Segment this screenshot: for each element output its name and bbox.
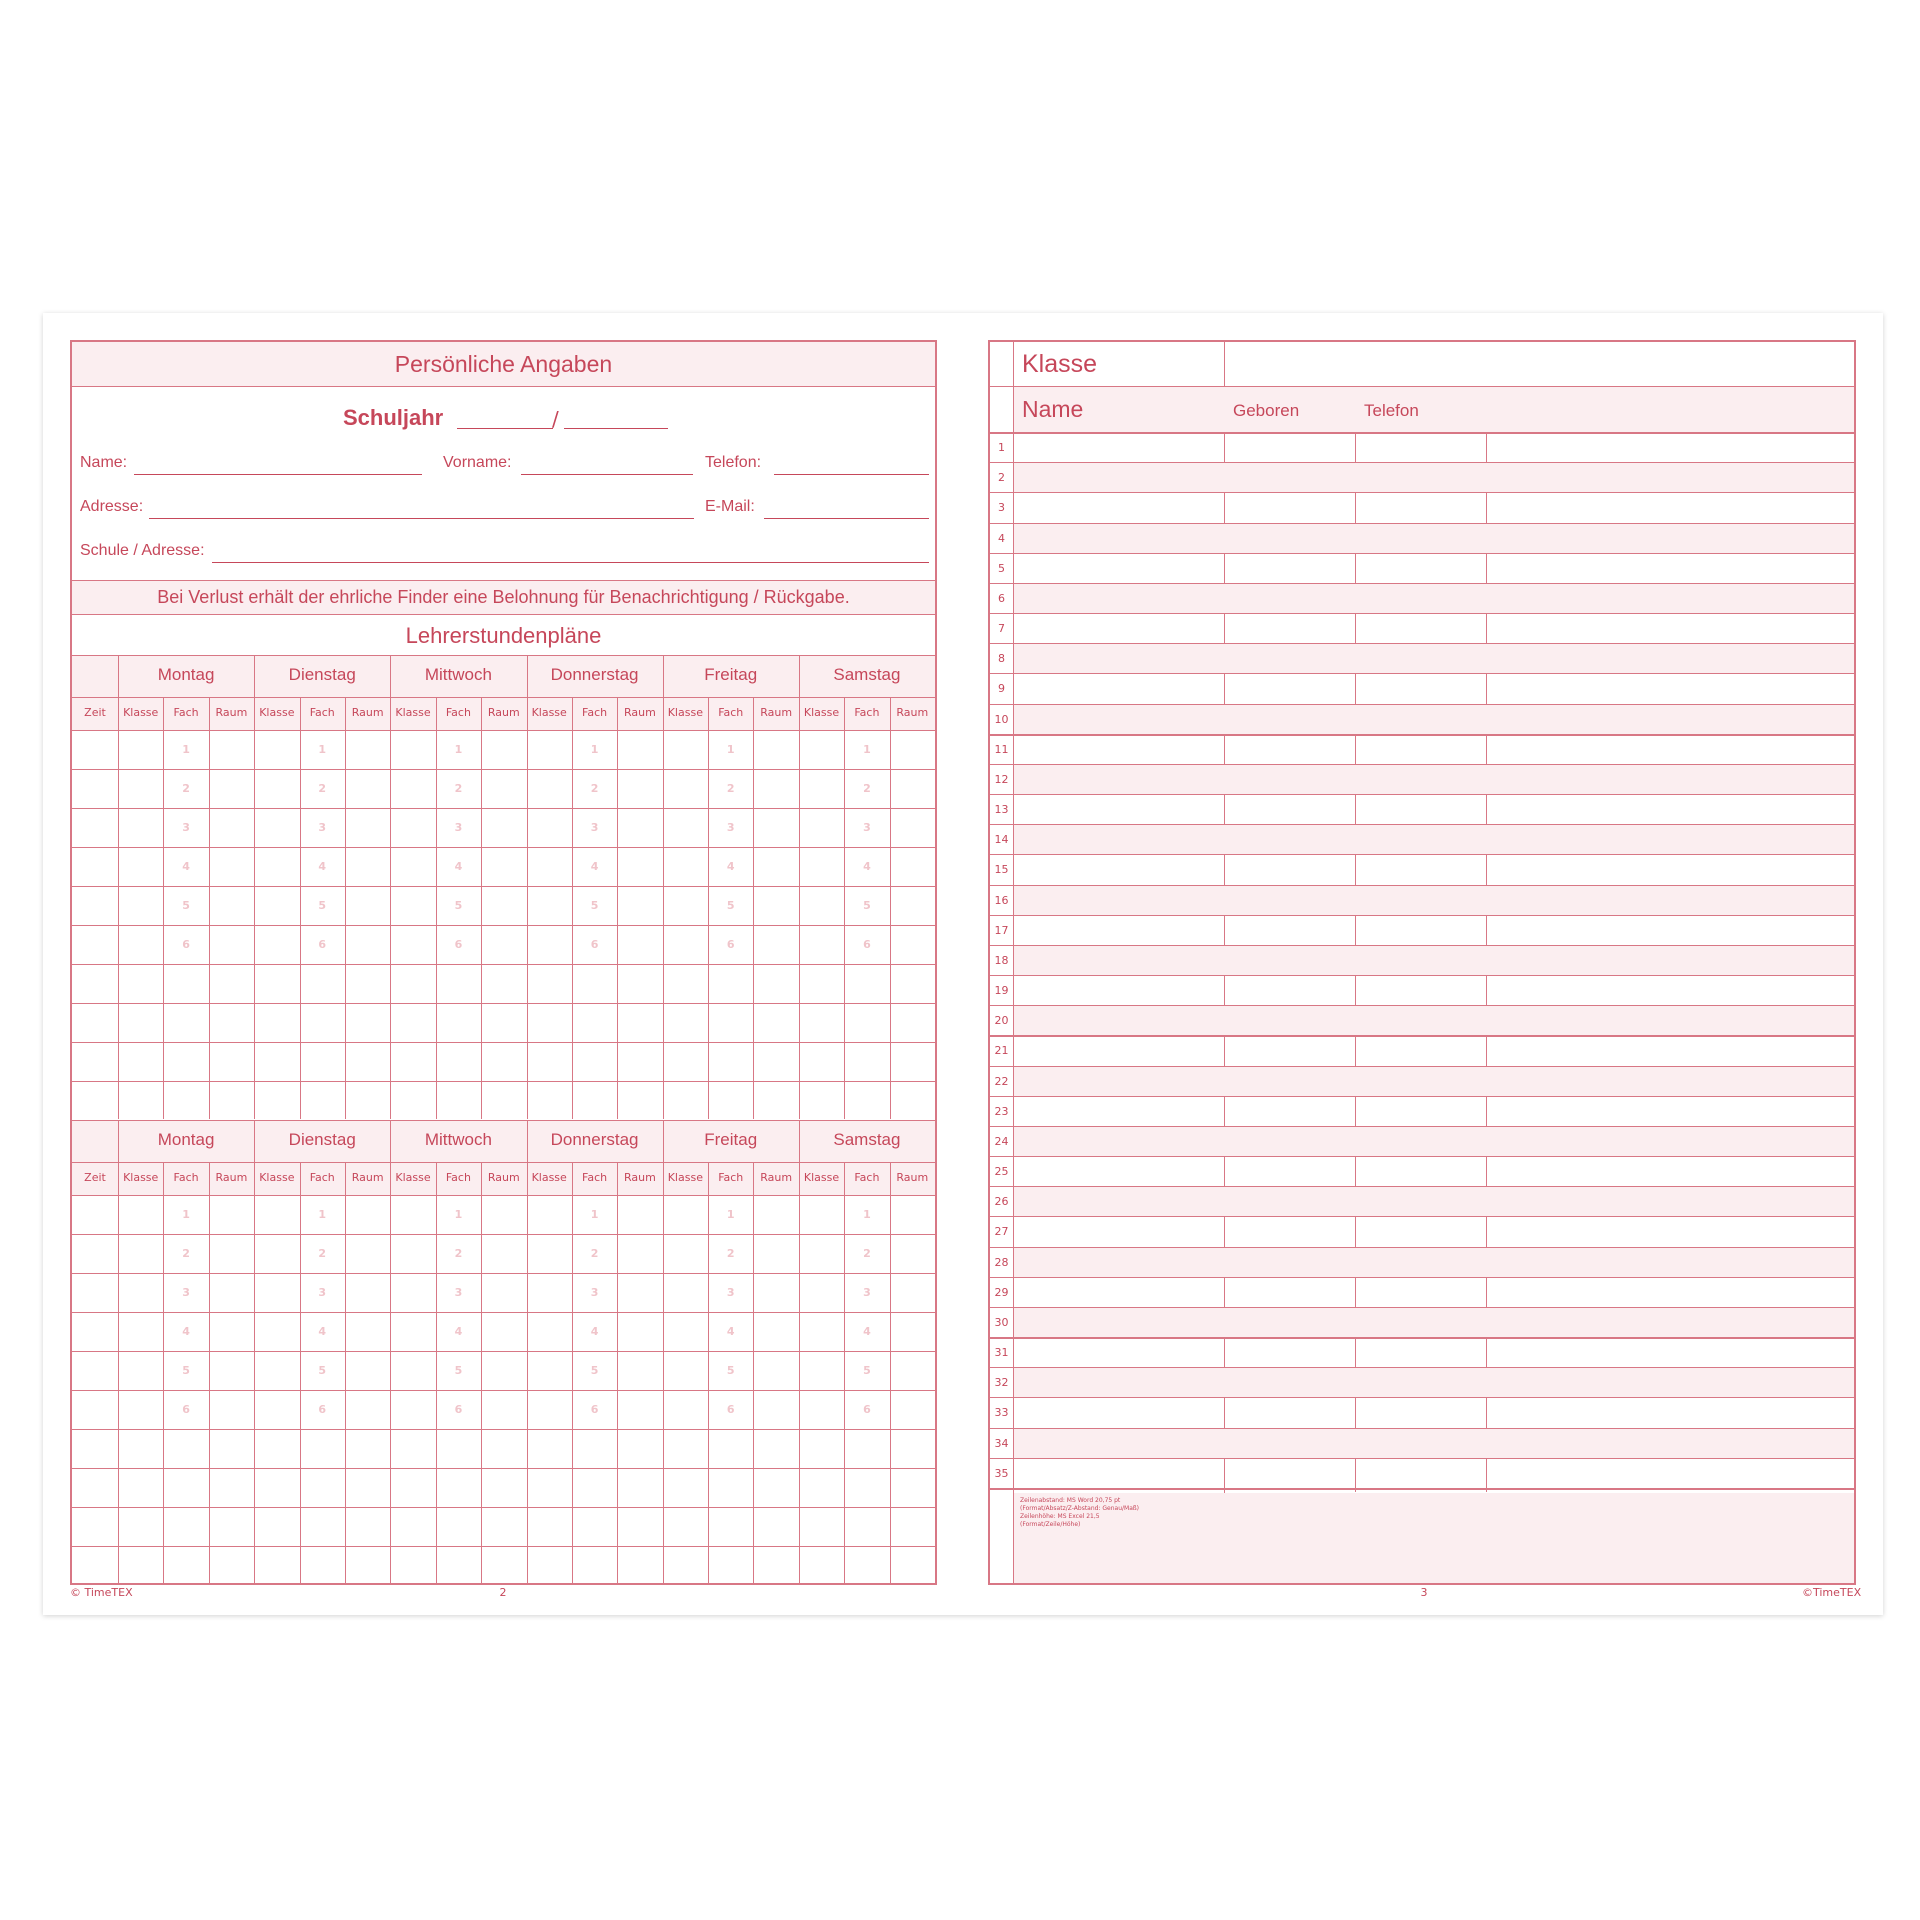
time-header: Zeit — [84, 706, 106, 719]
period-number: 2 — [318, 1247, 327, 1260]
period-number: 6 — [726, 938, 735, 951]
row-number: 22 — [994, 1074, 1009, 1088]
period-number: 4 — [454, 860, 463, 873]
period-number: 5 — [726, 899, 735, 912]
period-number: 2 — [726, 782, 735, 795]
student-row[interactable] — [1014, 1337, 1854, 1367]
school-year-start-field[interactable] — [457, 428, 553, 429]
timetable-block — [72, 1120, 935, 1584]
notes-band — [1014, 1493, 1854, 1583]
period-number: 1 — [454, 1208, 463, 1221]
subcol-header: Fach — [582, 1171, 608, 1184]
subcol-header: Raum — [215, 706, 248, 719]
period-number: 5 — [863, 1364, 871, 1377]
row-number: 5 — [998, 561, 1005, 575]
day-header: Dienstag — [288, 1130, 356, 1149]
subcol-header: Fach — [309, 706, 335, 719]
period-number: 1 — [726, 743, 735, 756]
day-header: Samstag — [833, 1130, 901, 1149]
row-number: 26 — [994, 1195, 1009, 1209]
student-row[interactable] — [1014, 492, 1854, 522]
period-number: 6 — [454, 1403, 463, 1416]
subcol-header: Klasse — [803, 1171, 840, 1184]
name-label: Name: — [80, 454, 128, 471]
row-number: 23 — [994, 1104, 1009, 1118]
period-number: 1 — [590, 743, 599, 756]
period-number: 2 — [863, 782, 871, 795]
period-number: 4 — [454, 1325, 463, 1338]
row-number: 29 — [994, 1285, 1009, 1299]
open-planner-spread — [43, 313, 1883, 1615]
student-row[interactable] — [1014, 523, 1854, 553]
period-number: 1 — [726, 1208, 735, 1221]
period-number: 1 — [454, 743, 463, 756]
subcol-header: Raum — [896, 706, 929, 719]
row-number: 35 — [994, 1466, 1009, 1480]
row-number: 11 — [994, 742, 1009, 756]
student-row[interactable] — [1014, 794, 1854, 824]
student-row[interactable] — [1014, 764, 1854, 794]
period-number: 6 — [863, 1403, 871, 1416]
subcol-header: Klasse — [123, 1171, 159, 1184]
period-number: 3 — [590, 821, 599, 834]
period-number: 5 — [182, 899, 190, 912]
page-title: Persönliche Angaben — [394, 351, 613, 377]
timetable-block — [72, 655, 935, 1119]
telefon-field[interactable] — [774, 474, 929, 475]
student-row[interactable] — [1014, 643, 1854, 673]
row-number: 17 — [994, 923, 1009, 937]
day-header: Mittwoch — [424, 665, 492, 684]
vorname-field[interactable] — [521, 474, 693, 475]
day-header: Freitag — [704, 1130, 758, 1149]
subcol-header: Fach — [309, 1171, 335, 1184]
period-number: 6 — [318, 1403, 327, 1416]
subcol-header: Klasse — [531, 1171, 567, 1184]
subcol-header: Fach — [445, 1171, 471, 1184]
day-header: Montag — [157, 665, 215, 684]
period-number: 6 — [454, 938, 463, 951]
period-number: 5 — [318, 899, 327, 912]
period-number: 1 — [863, 1208, 871, 1221]
row-number: 8 — [998, 652, 1005, 666]
subcol-header: Klasse — [123, 706, 159, 719]
period-number: 5 — [726, 1364, 735, 1377]
subcol-header: Raum — [487, 1171, 520, 1184]
day-header: Dienstag — [288, 665, 356, 684]
student-row[interactable] — [1014, 854, 1854, 884]
subcol-header: Klasse — [395, 1171, 431, 1184]
day-header: Mittwoch — [424, 1130, 492, 1149]
student-row[interactable] — [1014, 1156, 1854, 1186]
day-header: Donnerstag — [550, 665, 639, 684]
student-row[interactable] — [1014, 462, 1854, 492]
email-label: E-Mail: — [705, 498, 755, 515]
row-number: 12 — [994, 772, 1009, 786]
school-year-end-field[interactable] — [564, 428, 668, 429]
period-number: 2 — [182, 782, 190, 795]
student-row[interactable] — [1014, 1277, 1854, 1307]
row-number: 7 — [998, 622, 1005, 636]
schule-field[interactable] — [212, 562, 929, 563]
student-row[interactable] — [1014, 583, 1854, 613]
school-year-separator: / — [552, 407, 559, 431]
left-page-frame — [70, 340, 937, 1599]
layout-note-1: Zeilenabstand: MS Word 20,75 pt — [1020, 1497, 1121, 1504]
period-number: 1 — [182, 1208, 190, 1221]
subcol-header: Klasse — [531, 706, 567, 719]
header-telefon: Telefon — [1364, 401, 1419, 420]
row-number: 25 — [994, 1165, 1009, 1179]
day-header: Montag — [157, 1130, 215, 1149]
period-number: 5 — [863, 899, 871, 912]
row-number: 30 — [994, 1315, 1009, 1329]
row-number: 32 — [994, 1376, 1009, 1390]
period-number: 2 — [318, 782, 327, 795]
row-number: 34 — [994, 1436, 1009, 1450]
subcol-header: Fach — [173, 706, 199, 719]
student-row[interactable] — [1014, 945, 1854, 975]
student-row[interactable] — [1014, 734, 1854, 764]
vorname-label: Vorname: — [443, 454, 512, 471]
subcol-header: Raum — [624, 706, 656, 719]
row-number: 9 — [998, 682, 1005, 696]
row-number: 16 — [994, 893, 1009, 907]
footer-brand-right: ©TimeTEX — [1802, 1586, 1862, 1599]
period-number: 6 — [318, 938, 327, 951]
period-number: 6 — [590, 938, 599, 951]
row-number: 6 — [998, 591, 1005, 605]
subcol-header: Fach — [718, 1171, 744, 1184]
period-number: 3 — [726, 821, 735, 834]
layout-note-3: Zeilenhöhe: MS Excel 21,5 — [1020, 1513, 1100, 1520]
layout-note-4: (Format/Zeile/Höhe) — [1020, 1521, 1081, 1528]
period-number: 4 — [318, 860, 327, 873]
page-number-right: 3 — [1420, 1586, 1428, 1599]
subcol-header: Raum — [624, 1171, 656, 1184]
period-number: 5 — [590, 899, 599, 912]
student-row[interactable] — [1014, 1096, 1854, 1126]
period-number: 6 — [726, 1403, 735, 1416]
period-number: 2 — [863, 1247, 871, 1260]
period-number: 5 — [454, 1364, 463, 1377]
period-number: 4 — [182, 860, 190, 873]
subcol-header: Raum — [487, 706, 520, 719]
student-row[interactable] — [1014, 613, 1854, 643]
period-number: 3 — [318, 821, 327, 834]
period-number: 3 — [863, 1286, 871, 1299]
row-number: 13 — [994, 803, 1009, 817]
period-number: 3 — [182, 1286, 190, 1299]
student-row[interactable] — [1014, 432, 1854, 462]
class-label: Klasse — [1022, 350, 1098, 378]
period-number: 6 — [182, 938, 190, 951]
period-number: 1 — [318, 743, 327, 756]
subcol-header: Raum — [351, 706, 384, 719]
row-number: 2 — [998, 471, 1005, 485]
school-year-label: Schuljahr — [343, 405, 444, 430]
row-number: 14 — [994, 833, 1009, 847]
adresse-field[interactable] — [149, 518, 694, 519]
student-row[interactable] — [1014, 975, 1854, 1005]
layout-note-2: (Format/Absatz/Z-Abstand: Genau/Maß) — [1020, 1505, 1140, 1512]
student-row[interactable] — [1014, 1367, 1854, 1397]
period-number: 2 — [182, 1247, 190, 1260]
student-row[interactable] — [1014, 1005, 1854, 1035]
student-row[interactable] — [1014, 553, 1854, 583]
row-number: 1 — [998, 441, 1005, 454]
row-number: 15 — [994, 863, 1009, 877]
row-number: 33 — [994, 1406, 1009, 1420]
footer-brand-left: © TimeTEX — [70, 1586, 133, 1599]
period-number: 1 — [590, 1208, 599, 1221]
subcol-header: Raum — [896, 1171, 929, 1184]
subcol-header: Klasse — [667, 706, 703, 719]
period-number: 3 — [318, 1286, 327, 1299]
row-number: 20 — [994, 1014, 1009, 1028]
header-name: Name — [1022, 396, 1084, 422]
name-field[interactable] — [134, 474, 422, 475]
subcol-header: Raum — [215, 1171, 248, 1184]
student-row[interactable] — [1014, 1397, 1854, 1427]
period-number: 5 — [454, 899, 463, 912]
timetable-title: Lehrerstundenpläne — [405, 623, 602, 648]
header-geboren: Geboren — [1233, 401, 1300, 420]
period-number: 4 — [590, 1325, 599, 1338]
period-number: 2 — [726, 1247, 735, 1260]
subcol-header: Fach — [173, 1171, 199, 1184]
right-page-frame — [988, 340, 1862, 1599]
subcol-header: Raum — [760, 706, 793, 719]
period-number: 2 — [590, 1247, 599, 1260]
subcol-header: Klasse — [259, 1171, 295, 1184]
subcol-header: Klasse — [667, 1171, 703, 1184]
period-number: 6 — [863, 938, 871, 951]
period-number: 6 — [182, 1403, 190, 1416]
period-number: 3 — [726, 1286, 735, 1299]
adresse-label: Adresse: — [80, 498, 144, 515]
period-number: 3 — [182, 821, 190, 834]
time-header: Zeit — [84, 1171, 106, 1184]
period-number: 4 — [863, 860, 871, 873]
period-number: 1 — [182, 743, 190, 756]
subcol-header: Fach — [854, 706, 880, 719]
period-number: 3 — [454, 1286, 463, 1299]
student-row[interactable] — [1014, 1066, 1854, 1096]
period-number: 1 — [863, 743, 871, 756]
reward-notice: Bei Verlust erhält der ehrliche Finder eine Belohnung für Benachrichtigung / Rückgabe. — [157, 587, 850, 607]
subcol-header: Raum — [351, 1171, 384, 1184]
row-number: 31 — [994, 1346, 1009, 1360]
subcol-header: Fach — [854, 1171, 880, 1184]
period-number: 5 — [590, 1364, 599, 1377]
period-number: 4 — [726, 1325, 735, 1338]
row-number: 21 — [994, 1044, 1009, 1058]
day-header: Freitag — [704, 665, 758, 684]
period-number: 2 — [590, 782, 599, 795]
row-number: 19 — [994, 984, 1009, 998]
period-number: 3 — [863, 821, 871, 834]
subcol-header: Fach — [582, 706, 608, 719]
subcol-header: Fach — [445, 706, 471, 719]
period-number: 4 — [726, 860, 735, 873]
student-row[interactable] — [1014, 1247, 1854, 1277]
student-row[interactable] — [1014, 1307, 1854, 1337]
class-name-field[interactable] — [1226, 342, 1854, 386]
day-header: Donnerstag — [550, 1130, 639, 1149]
subcol-header: Fach — [718, 706, 744, 719]
telefon-label: Telefon: — [705, 454, 762, 471]
student-row[interactable] — [1014, 1035, 1854, 1065]
period-number: 3 — [454, 821, 463, 834]
period-number: 3 — [590, 1286, 599, 1299]
email-field[interactable] — [764, 518, 929, 519]
row-number: 4 — [998, 531, 1005, 545]
student-row[interactable] — [1014, 673, 1854, 703]
period-number: 2 — [454, 1247, 463, 1260]
header-band — [1014, 387, 1854, 432]
student-row[interactable] — [1014, 1216, 1854, 1246]
row-number: 27 — [994, 1225, 1009, 1239]
period-number: 4 — [318, 1325, 327, 1338]
row-number: 3 — [998, 501, 1005, 515]
subcol-header: Klasse — [803, 706, 840, 719]
subcol-header: Klasse — [395, 706, 431, 719]
student-row[interactable] — [1014, 1428, 1854, 1458]
student-row[interactable] — [1014, 704, 1854, 734]
period-number: 4 — [863, 1325, 871, 1338]
subcol-header: Klasse — [259, 706, 295, 719]
student-row[interactable] — [1014, 1126, 1854, 1156]
student-row[interactable] — [1014, 915, 1854, 945]
schule-label: Schule / Adresse: — [80, 542, 205, 559]
row-number: 24 — [994, 1134, 1009, 1148]
subcol-header: Raum — [760, 1171, 793, 1184]
row-number: 28 — [994, 1255, 1009, 1269]
student-row[interactable] — [1014, 1186, 1854, 1216]
period-number: 1 — [318, 1208, 327, 1221]
period-number: 4 — [590, 860, 599, 873]
period-number: 5 — [318, 1364, 327, 1377]
student-row[interactable] — [1014, 885, 1854, 915]
student-row[interactable] — [1014, 824, 1854, 854]
period-number: 4 — [182, 1325, 190, 1338]
page-number-left: 2 — [499, 1586, 507, 1599]
student-row[interactable] — [1014, 1458, 1854, 1488]
period-number: 2 — [454, 782, 463, 795]
row-number: 18 — [994, 953, 1009, 967]
period-number: 5 — [182, 1364, 190, 1377]
row-number: 10 — [994, 712, 1009, 726]
day-header: Samstag — [833, 665, 901, 684]
period-number: 6 — [590, 1403, 599, 1416]
